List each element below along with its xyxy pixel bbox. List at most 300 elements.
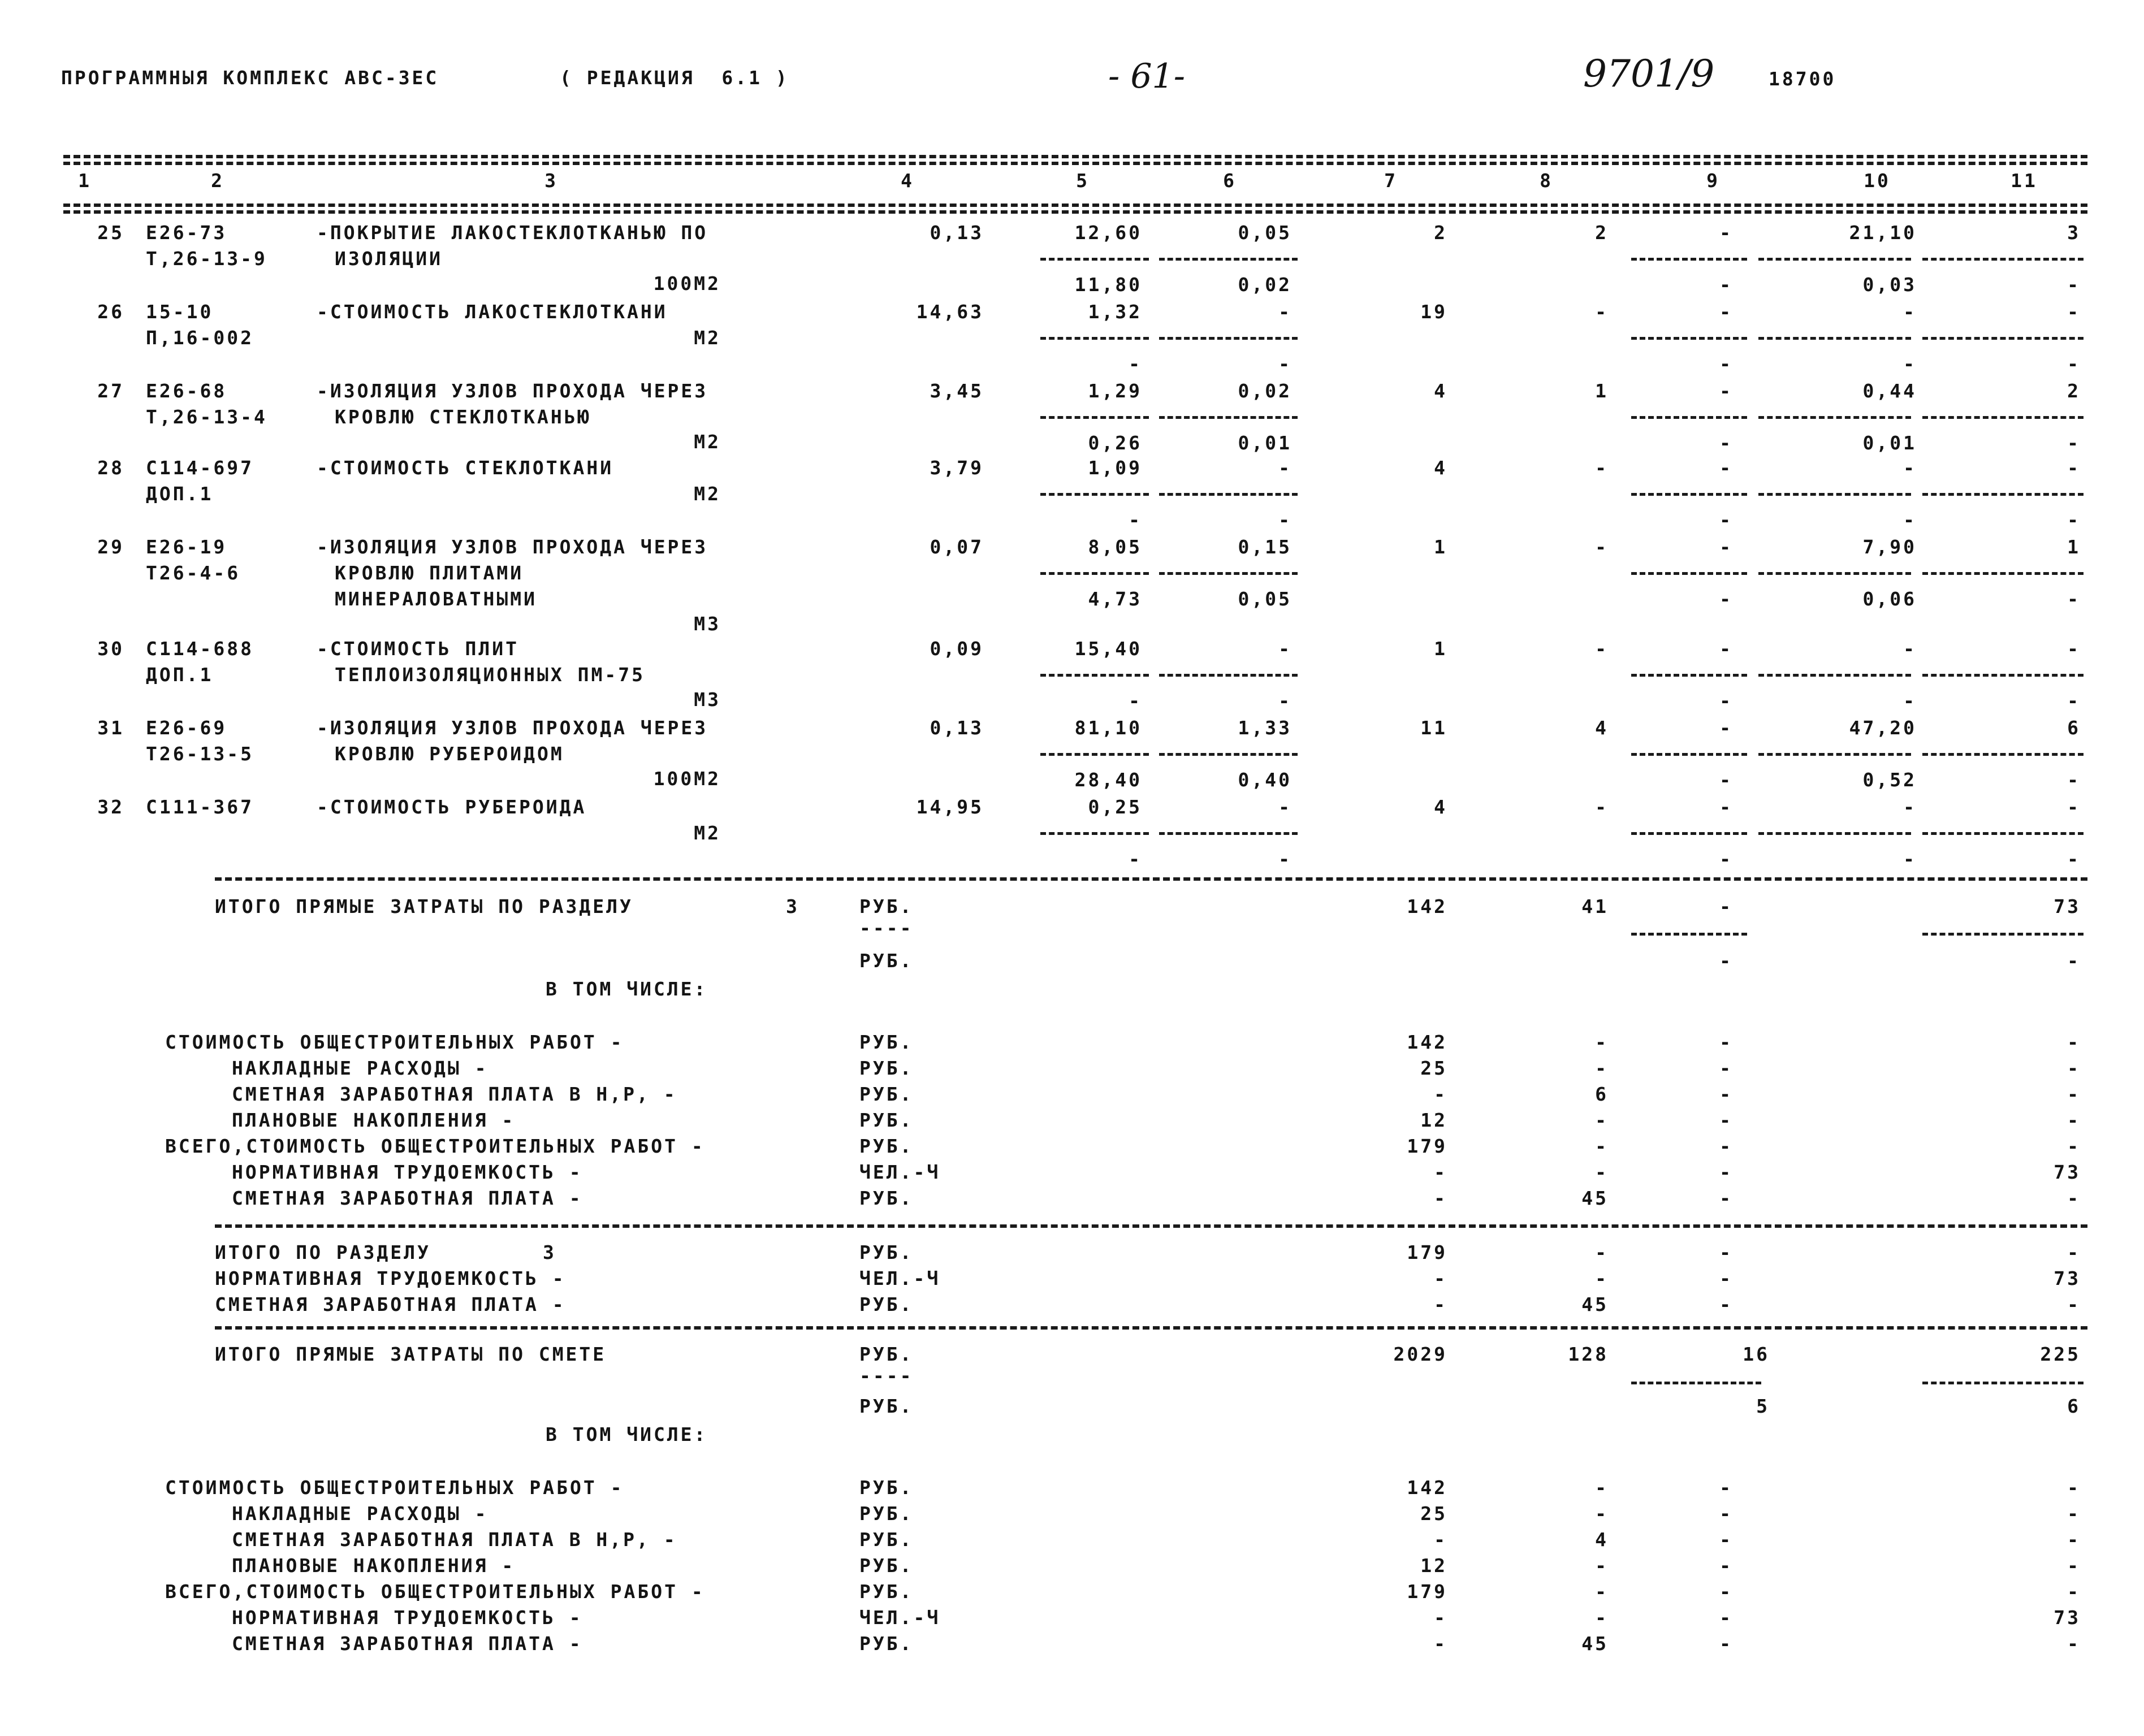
summary-line-total: - — [1434, 1161, 1447, 1183]
section-total-line-machines: - — [1719, 1293, 1733, 1315]
row-labor-unit-2: 0,06 — [1862, 588, 1917, 610]
row-unit: М3 — [694, 689, 721, 711]
row-total: 2 — [1434, 222, 1447, 244]
row-quantity: 0,13 — [930, 222, 984, 244]
row-unit-wage-2: 0,40 — [1238, 769, 1292, 791]
row-machines: - — [1719, 796, 1733, 818]
summary-line-labor: - — [2067, 1633, 2081, 1655]
row-description: МИНЕРАЛОВАТНЫМИ — [335, 588, 538, 610]
section-unit-separator: ---- — [859, 917, 914, 939]
row-labor-unit: 47,20 — [1849, 717, 1917, 739]
summary-line-wage: - — [1595, 1607, 1609, 1629]
row-separator — [1159, 753, 1298, 756]
summary-line-wage: - — [1595, 1135, 1609, 1157]
row-total: 19 — [1420, 301, 1447, 323]
row-labor-unit-2: 0,03 — [1862, 274, 1917, 296]
row-separator — [1040, 753, 1149, 756]
row-labor-unit-2: - — [1903, 848, 1917, 870]
row-separator — [1159, 416, 1298, 419]
row-description: -СТОИМОСТЬ СТЕКЛОТКАНИ — [317, 457, 614, 479]
row-wage-total: - — [1595, 796, 1609, 818]
row-separator — [1922, 258, 2084, 261]
row-unit-wage-2: 0,02 — [1238, 274, 1292, 296]
section-total-line-machines: - — [1719, 1241, 1733, 1263]
section-labor: 73 — [2054, 895, 2081, 917]
summary-line-unit: ЧЕЛ.-Ч — [859, 1607, 941, 1629]
row-total: 4 — [1434, 457, 1447, 479]
summary-line-machines: - — [1719, 1031, 1733, 1053]
summary-line-wage: - — [1595, 1503, 1609, 1525]
row-unit: 100М2 — [653, 272, 721, 295]
row-code: С111-367 — [146, 796, 254, 818]
summary-line-label: СМЕТНАЯ ЗАРАБОТНАЯ ПЛАТА В Н,Р, - — [232, 1529, 677, 1551]
row-quantity: 0,09 — [930, 638, 984, 660]
row-wage-total: 4 — [1595, 717, 1609, 739]
row-separator — [1922, 337, 2084, 340]
row-total: 4 — [1434, 796, 1447, 818]
summary-line-machines: - — [1719, 1477, 1733, 1499]
summary-line-total: - — [1434, 1529, 1447, 1551]
summary-line-labor: - — [2067, 1057, 2081, 1079]
summary-line-unit: РУБ. — [859, 1555, 914, 1577]
row-unit-wage: 0,02 — [1238, 380, 1292, 402]
row-machines-2: - — [1719, 432, 1733, 454]
summary-line-labor: - — [2067, 1083, 2081, 1105]
row-unit-cost-2: - — [1129, 690, 1142, 712]
section-total-line-labor: 73 — [2054, 1267, 2081, 1289]
row-machines: - — [1719, 717, 1733, 739]
estimate-rule — [215, 1326, 2087, 1330]
summary-line-total: 142 — [1407, 1031, 1447, 1053]
row-machines: - — [1719, 222, 1733, 244]
row-number: 31 — [97, 717, 124, 739]
row-separator — [1922, 674, 2084, 677]
summary-line-wage: 4 — [1595, 1529, 1609, 1551]
section-rule — [215, 877, 2087, 881]
summary-line-labor: 73 — [2054, 1607, 2081, 1629]
program-title: ПРОГРАММНЫЯ КОМПЛЕКС АВС-ЗЕС — [61, 67, 439, 89]
summary-line-wage: 45 — [1581, 1187, 1609, 1209]
row-description: КРОВЛЮ РУБЕРОИДОМ — [335, 743, 564, 765]
row-labor-unit: - — [1903, 796, 1917, 818]
summary-line-wage: - — [1595, 1555, 1609, 1577]
section-total-line-total: - — [1434, 1267, 1447, 1289]
table-top-rule-2 — [63, 162, 2087, 165]
section-total-line-unit: РУБ. — [859, 1293, 914, 1315]
row-machines-2: - — [1719, 274, 1733, 296]
row-separator — [1631, 674, 1747, 677]
summary-line-total: 25 — [1420, 1503, 1447, 1525]
summary-line-machines: - — [1719, 1555, 1733, 1577]
section-total-label: ИТОГО ПРЯМЫЕ ЗАТРАТЫ ПО РАЗДЕЛУ — [215, 895, 633, 917]
row-labor-total: 3 — [2067, 222, 2081, 244]
row-unit-cost: 15,40 — [1074, 638, 1142, 660]
row-code: Е26-73 — [146, 222, 227, 244]
row-separator — [1040, 493, 1149, 496]
row-unit-cost: 12,60 — [1074, 222, 1142, 244]
estimate-separator — [1631, 1382, 1761, 1384]
row-unit-cost-2: - — [1129, 848, 1142, 870]
section-total-line-label: ИТОГО ПО РАЗДЕЛУ — [215, 1241, 431, 1263]
row-code-ref: ДОП.1 — [146, 664, 214, 686]
row-labor-unit-2: - — [1903, 690, 1917, 712]
row-machines-2: - — [1719, 769, 1733, 791]
row-quantity: 14,63 — [916, 301, 984, 323]
row-machines-2: - — [1719, 509, 1733, 531]
row-separator — [1040, 258, 1149, 261]
row-separator — [1758, 416, 1911, 419]
summary-line-label: ВСЕГО,СТОИМОСТЬ ОБЩЕСТРОИТЕЛЬНЫХ РАБОТ - — [165, 1581, 705, 1603]
summary-line-label: СМЕТНАЯ ЗАРАБОТНАЯ ПЛАТА - — [232, 1187, 583, 1209]
row-labor-total: - — [2067, 301, 2081, 323]
summary-line-wage: - — [1595, 1161, 1609, 1183]
row-separator — [1159, 832, 1298, 835]
row-code: С114-697 — [146, 457, 254, 479]
summary-line-label: СМЕТНАЯ ЗАРАБОТНАЯ ПЛАТА - — [232, 1633, 583, 1655]
row-number: 27 — [97, 380, 124, 402]
row-separator — [1631, 416, 1747, 419]
row-number: 29 — [97, 536, 124, 558]
estimate-unit-2: РУБ. — [859, 1395, 914, 1417]
row-unit-cost: 1,32 — [1088, 301, 1142, 323]
estimate-machines-2: 5 — [1756, 1395, 1770, 1417]
section-including: В ТОМ ЧИСЛЕ: — [546, 978, 708, 1000]
summary-line-wage: - — [1595, 1057, 1609, 1079]
summary-line-unit: ЧЕЛ.-Ч — [859, 1161, 941, 1183]
row-labor-unit: 7,90 — [1862, 536, 1917, 558]
row-labor-unit: 0,44 — [1862, 380, 1917, 402]
row-labor-unit: - — [1903, 638, 1917, 660]
row-unit: 100М2 — [653, 768, 721, 790]
section-total-line-labor: - — [2067, 1293, 2081, 1315]
row-separator — [1631, 493, 1747, 496]
row-labor-total-2: - — [2067, 848, 2081, 870]
row-separator — [1040, 832, 1149, 835]
row-machines: - — [1719, 536, 1733, 558]
summary-line-labor: - — [2067, 1109, 2081, 1131]
row-number: 28 — [97, 457, 124, 479]
row-separator — [1040, 416, 1149, 419]
estimate-including: В ТОМ ЧИСЛЕ: — [546, 1423, 708, 1445]
row-description: КРОВЛЮ ПЛИТАМИ — [335, 562, 524, 584]
summary-line-labor: - — [2067, 1031, 2081, 1053]
row-unit-wage: 0,15 — [1238, 536, 1292, 558]
section-number: 3 — [786, 895, 799, 917]
column-header-1: 1 — [78, 170, 92, 192]
section-total-line-total: 179 — [1407, 1241, 1447, 1263]
summary-line-label: СМЕТНАЯ ЗАРАБОТНАЯ ПЛАТА В Н,Р, - — [232, 1083, 677, 1105]
row-labor-unit-2: 0,01 — [1862, 432, 1917, 454]
row-separator — [1631, 832, 1747, 835]
row-separator — [1922, 753, 2084, 756]
row-machines-2: - — [1719, 690, 1733, 712]
summary-line-total: 12 — [1420, 1109, 1447, 1131]
row-separator — [1922, 832, 2084, 835]
summary-line-labor: - — [2067, 1503, 2081, 1525]
row-labor-total-2: - — [2067, 588, 2081, 610]
row-wage-total: - — [1595, 536, 1609, 558]
row-unit-cost: 8,05 — [1088, 536, 1142, 558]
summary-line-total: 142 — [1407, 1477, 1447, 1499]
row-code: Е26-69 — [146, 717, 227, 739]
row-separator — [1040, 674, 1149, 677]
row-code-ref: ДОП.1 — [146, 483, 214, 505]
summary-line-machines: - — [1719, 1057, 1733, 1079]
row-unit: М2 — [694, 327, 721, 349]
row-separator — [1758, 258, 1911, 261]
section-total-rule — [215, 1224, 2087, 1228]
row-unit: М2 — [694, 483, 721, 505]
summary-line-label: ВСЕГО,СТОИМОСТЬ ОБЩЕСТРОИТЕЛЬНЫХ РАБОТ - — [165, 1135, 705, 1157]
row-total: 1 — [1434, 536, 1447, 558]
row-labor-total-2: - — [2067, 353, 2081, 375]
row-labor-unit-2: - — [1903, 353, 1917, 375]
summary-line-total: - — [1434, 1187, 1447, 1209]
summary-line-labor: - — [2067, 1581, 2081, 1603]
row-separator — [1758, 753, 1911, 756]
row-labor-total: 2 — [2067, 380, 2081, 402]
row-separator — [1631, 572, 1747, 575]
row-code-ref: Т26-13-5 — [146, 743, 254, 765]
row-separator — [1922, 416, 2084, 419]
summary-line-machines: - — [1719, 1161, 1733, 1183]
row-unit-cost: 81,10 — [1074, 717, 1142, 739]
summary-line-total: 179 — [1407, 1135, 1447, 1157]
row-unit-wage: 1,33 — [1238, 717, 1292, 739]
section-unit-2: РУБ. — [859, 950, 914, 972]
summary-line-wage: 45 — [1581, 1633, 1609, 1655]
summary-line-unit: РУБ. — [859, 1135, 914, 1157]
row-code-ref: Т26-4-6 — [146, 562, 241, 584]
row-unit-wage-2: - — [1278, 353, 1292, 375]
row-wage-total: - — [1595, 638, 1609, 660]
row-machines-2: - — [1719, 588, 1733, 610]
row-separator — [1159, 258, 1298, 261]
summary-line-labor: - — [2067, 1529, 2081, 1551]
section-total-line-unit: РУБ. — [859, 1241, 914, 1263]
row-unit-cost-2: 4,73 — [1088, 588, 1142, 610]
summary-line-total: 12 — [1420, 1555, 1447, 1577]
row-labor-total: - — [2067, 796, 2081, 818]
row-unit-wage-2: 0,05 — [1238, 588, 1292, 610]
summary-line-total: - — [1434, 1083, 1447, 1105]
row-labor-total: 6 — [2067, 717, 2081, 739]
row-machines: - — [1719, 301, 1733, 323]
row-machines: - — [1719, 380, 1733, 402]
row-description: -ИЗОЛЯЦИЯ УЗЛОВ ПРОХОДА ЧЕРЕЗ — [317, 717, 708, 739]
row-number: 30 — [97, 638, 124, 660]
row-unit: М2 — [694, 822, 721, 844]
row-labor-total-2: - — [2067, 432, 2081, 454]
row-separator — [1631, 258, 1747, 261]
row-wage-total: 2 — [1595, 222, 1609, 244]
summary-line-wage: - — [1595, 1031, 1609, 1053]
summary-line-total: 179 — [1407, 1581, 1447, 1603]
summary-line-total: - — [1434, 1607, 1447, 1629]
row-separator — [1159, 493, 1298, 496]
row-unit-cost-2: 0,26 — [1088, 432, 1142, 454]
summary-line-label: ПЛАНОВЫЕ НАКОПЛЕНИЯ - — [232, 1555, 516, 1577]
row-unit: М2 — [694, 431, 721, 453]
section-total: 142 — [1407, 895, 1447, 917]
row-separator — [1922, 493, 2084, 496]
row-unit-cost: 1,09 — [1088, 457, 1142, 479]
row-machines: - — [1719, 457, 1733, 479]
summary-line-unit: РУБ. — [859, 1187, 914, 1209]
row-separator — [1159, 674, 1298, 677]
row-separator — [1758, 572, 1911, 575]
row-labor-total: - — [2067, 638, 2081, 660]
document-number: 9701/9 — [1583, 52, 1715, 96]
row-labor-total-2: - — [2067, 769, 2081, 791]
row-labor-unit-2: - — [1903, 509, 1917, 531]
section-total-line-wage: - — [1595, 1267, 1609, 1289]
summary-line-total: 25 — [1420, 1057, 1447, 1079]
section-total-line-total: - — [1434, 1293, 1447, 1315]
column-header-4: 4 — [901, 170, 914, 192]
summary-line-wage: - — [1595, 1477, 1609, 1499]
row-labor-unit-2: 0,52 — [1862, 769, 1917, 791]
row-labor-total-2: - — [2067, 690, 2081, 712]
summary-line-total: - — [1434, 1633, 1447, 1655]
summary-line-label: ПЛАНОВЫЕ НАКОПЛЕНИЯ - — [232, 1109, 516, 1131]
summary-line-machines: - — [1719, 1581, 1733, 1603]
row-separator — [1040, 337, 1149, 340]
row-total: 1 — [1434, 638, 1447, 660]
row-description: -ПОКРЫТИЕ ЛАКОСТЕКЛОТКАНЬЮ ПО — [317, 222, 708, 244]
estimate-total-label: ИТОГО ПРЯМЫЕ ЗАТРАТЫ ПО СМЕТЕ — [215, 1343, 607, 1365]
row-quantity: 3,45 — [930, 380, 984, 402]
row-separator — [1631, 337, 1747, 340]
row-quantity: 14,95 — [916, 796, 984, 818]
row-separator — [1758, 832, 1911, 835]
summary-line-machines: - — [1719, 1503, 1733, 1525]
row-number: 25 — [97, 222, 124, 244]
row-code: Е26-68 — [146, 380, 227, 402]
section-total-line-label: НОРМАТИВНАЯ ТРУДОЕМКОСТЬ - — [215, 1267, 566, 1289]
row-description: ИЗОЛЯЦИИ — [335, 248, 443, 270]
row-number: 26 — [97, 301, 124, 323]
summary-line-unit: РУБ. — [859, 1057, 914, 1079]
row-separator — [1159, 572, 1298, 575]
row-unit-wage: 0,05 — [1238, 222, 1292, 244]
column-header-6: 6 — [1223, 170, 1237, 192]
estimate-labor-2: 6 — [2067, 1395, 2081, 1417]
row-separator — [1758, 493, 1911, 496]
column-header-9: 9 — [1706, 170, 1720, 192]
section-total-line-wage: - — [1595, 1241, 1609, 1263]
row-labor-unit: - — [1903, 457, 1917, 479]
summary-line-labor: - — [2067, 1135, 2081, 1157]
row-labor-total-2: - — [2067, 509, 2081, 531]
row-description: -ИЗОЛЯЦИЯ УЗЛОВ ПРОХОДА ЧЕРЕЗ — [317, 380, 708, 402]
summary-line-machines: - — [1719, 1187, 1733, 1209]
row-separator — [1922, 572, 2084, 575]
row-unit-cost-2: 11,80 — [1074, 274, 1142, 296]
row-description: -СТОИМОСТЬ РУБЕРОИДА — [317, 796, 587, 818]
summary-line-label: СТОИМОСТЬ ОБЩЕСТРОИТЕЛЬНЫХ РАБОТ - — [165, 1477, 624, 1499]
estimate-machines: 16 — [1743, 1343, 1770, 1365]
section-unit: РУБ. — [859, 895, 914, 917]
summary-line-machines: - — [1719, 1633, 1733, 1655]
row-quantity: 0,13 — [930, 717, 984, 739]
row-unit-cost-2: 28,40 — [1074, 769, 1142, 791]
summary-line-labor: - — [2067, 1187, 2081, 1209]
summary-line-label: СТОИМОСТЬ ОБЩЕСТРОИТЕЛЬНЫХ РАБОТ - — [165, 1031, 624, 1053]
section-total-line-machines: - — [1719, 1267, 1733, 1289]
row-unit-wage: - — [1278, 638, 1292, 660]
row-labor-unit: - — [1903, 301, 1917, 323]
estimate-wage: 128 — [1568, 1343, 1609, 1365]
summary-line-label: НОРМАТИВНАЯ ТРУДОЕМКОСТЬ - — [232, 1607, 583, 1629]
row-code-ref: Т,26-13-4 — [146, 406, 267, 428]
summary-line-unit: РУБ. — [859, 1109, 914, 1131]
summary-line-machines: - — [1719, 1083, 1733, 1105]
row-separator — [1758, 337, 1911, 340]
row-unit: М3 — [694, 613, 721, 635]
header-bottom-rule-2 — [63, 210, 2087, 214]
row-unit-cost: 1,29 — [1088, 380, 1142, 402]
column-header-8: 8 — [1540, 170, 1553, 192]
row-unit-cost: 0,25 — [1088, 796, 1142, 818]
row-description: -СТОИМОСТЬ ПЛИТ — [317, 638, 520, 660]
row-labor-unit: 21,10 — [1849, 222, 1917, 244]
row-description: -ИЗОЛЯЦИЯ УЗЛОВ ПРОХОДА ЧЕРЕЗ — [317, 536, 708, 558]
summary-line-unit: РУБ. — [859, 1529, 914, 1551]
column-header-2: 2 — [211, 170, 224, 192]
column-header-3: 3 — [544, 170, 558, 192]
row-unit-wage-2: - — [1278, 848, 1292, 870]
row-wage-total: - — [1595, 301, 1609, 323]
section-separator — [1922, 933, 2084, 936]
page-number: - 61- — [1108, 57, 1185, 96]
summary-line-labor: 73 — [2054, 1161, 2081, 1183]
summary-line-wage: - — [1595, 1109, 1609, 1131]
row-code: С114-688 — [146, 638, 254, 660]
row-quantity: 3,79 — [930, 457, 984, 479]
row-unit-cost-2: - — [1129, 509, 1142, 531]
section-total-line-label: СМЕТНАЯ ЗАРАБОТНАЯ ПЛАТА - — [215, 1293, 566, 1315]
summary-line-machines: - — [1719, 1529, 1733, 1551]
row-unit-wage: - — [1278, 301, 1292, 323]
summary-line-unit: РУБ. — [859, 1503, 914, 1525]
section-separator — [1631, 933, 1747, 936]
section-total-line-wage: 45 — [1581, 1293, 1609, 1315]
row-description: КРОВЛЮ СТЕКЛОТКАНЬЮ — [335, 406, 591, 428]
row-wage-total: - — [1595, 457, 1609, 479]
column-header-7: 7 — [1384, 170, 1398, 192]
summary-line-unit: РУБ. — [859, 1633, 914, 1655]
summary-line-machines: - — [1719, 1607, 1733, 1629]
row-machines-2: - — [1719, 848, 1733, 870]
section-total-line-labor: - — [2067, 1241, 2081, 1263]
estimate-labor: 225 — [2040, 1343, 2081, 1365]
row-description: ТЕПЛОИЗОЛЯЦИОННЫХ ПМ-75 — [335, 664, 645, 686]
section-total-number: 3 — [543, 1241, 556, 1263]
row-labor-total: - — [2067, 457, 2081, 479]
table-top-rule — [63, 155, 2087, 158]
column-header-10: 10 — [1864, 170, 1891, 192]
row-quantity: 0,07 — [930, 536, 984, 558]
summary-line-label: НАКЛАДНЫЕ РАСХОДЫ - — [232, 1057, 489, 1079]
row-machines-2: - — [1719, 353, 1733, 375]
row-number: 32 — [97, 796, 124, 818]
summary-line-wage: - — [1595, 1581, 1609, 1603]
summary-line-unit: РУБ. — [859, 1581, 914, 1603]
section-machines-2: - — [1719, 950, 1733, 972]
row-wage-total: 1 — [1595, 380, 1609, 402]
column-header-5: 5 — [1076, 170, 1090, 192]
